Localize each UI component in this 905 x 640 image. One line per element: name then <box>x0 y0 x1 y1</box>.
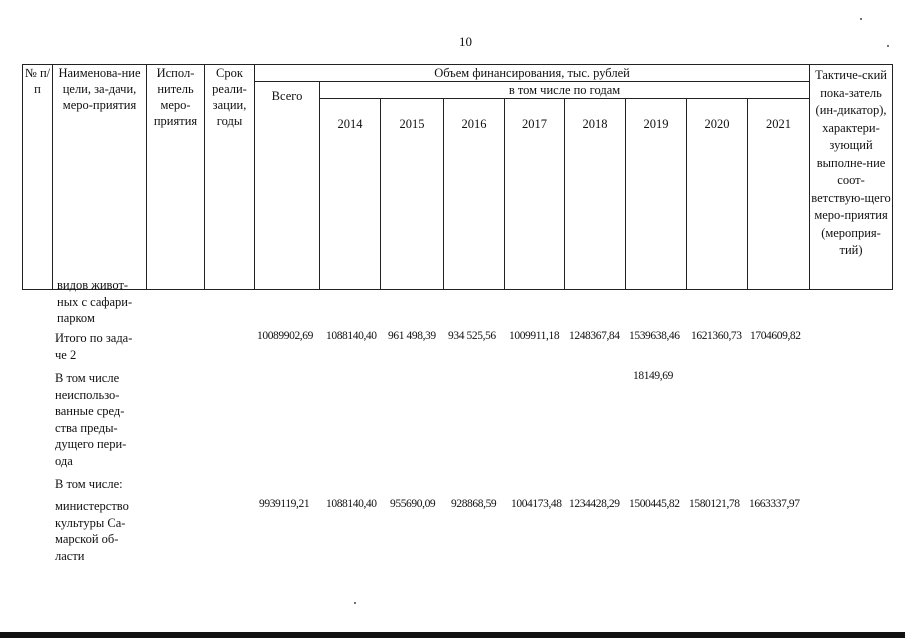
task-total-2014: 1088140,40 <box>326 330 377 342</box>
header-by-years: в том числе по годам <box>320 82 810 99</box>
task-total-2017: 1009911,18 <box>509 330 560 342</box>
header-num: № п/п <box>23 65 53 290</box>
ministry-2017: 1004173,48 <box>511 498 562 510</box>
ministry-2016: 928868,59 <box>451 498 497 510</box>
scan-speck <box>860 18 862 20</box>
header-term: Срок реали-зации, годы <box>205 65 255 290</box>
header-year-2021: 2021 <box>748 99 810 290</box>
scan-speck <box>354 602 356 604</box>
page-number: 10 <box>459 34 472 49</box>
task-total-2018: 1248367,84 <box>569 330 620 342</box>
unused-funds-label: В том числе неиспользо-ванные сред-ства преды-дущего пери-ода <box>55 371 127 468</box>
header-year-2016: 2016 <box>444 99 505 290</box>
header-year-2017: 2017 <box>505 99 565 290</box>
scan-bottom-edge <box>0 632 905 638</box>
header-year-2020: 2020 <box>687 99 748 290</box>
header-year-2014: 2014 <box>320 99 381 290</box>
header-year-2018: 2018 <box>565 99 626 290</box>
header-funding: Объем финансирования, тыс. рублей <box>255 65 810 82</box>
task-total-total: 10089902,69 <box>257 330 313 342</box>
continued-item-name: видов живот-ных с сафари-парком <box>57 278 133 325</box>
header-year-2015: 2015 <box>381 99 444 290</box>
header-year-2019: 2019 <box>626 99 687 290</box>
task-total-label: Итого по зада-че 2 <box>55 331 133 362</box>
ministry-label: министерство культуры Са-марской об-ласти <box>55 499 129 563</box>
including-label: В том числе: <box>55 477 123 491</box>
ministry-2020: 1580121,78 <box>689 498 740 510</box>
header-executor: Испол-нитель меро-приятия <box>147 65 205 290</box>
header-table <box>22 64 893 290</box>
ministry-2019: 1500445,82 <box>629 498 680 510</box>
ministry-total: 9939119,21 <box>259 498 310 510</box>
task-total-2019: 1539638,46 <box>629 330 680 342</box>
unused-funds-values <box>0 370 905 386</box>
task-total-values <box>0 330 905 346</box>
scan-speck <box>887 45 889 47</box>
ministry-values <box>0 498 905 514</box>
header-total: Всего <box>255 82 320 290</box>
ministry-2015: 955690,09 <box>390 498 436 510</box>
task-total-2016: 934 525,56 <box>448 330 496 342</box>
header-indicator: Тактиче-ский пока-затель (ин-дикатор), характери-зующий выполне-ние соот-ветствую-щего меро-приятия (мероприя-тий) <box>810 65 893 290</box>
ministry-2018: 1234428,29 <box>569 498 620 510</box>
header-name: Наименова-ние цели, за-дачи, меро-приятия <box>53 65 147 290</box>
ministry-2014: 1088140,40 <box>326 498 377 510</box>
ministry-2021: 1663337,97 <box>749 498 800 510</box>
unused-funds-2019: 18149,69 <box>633 370 673 382</box>
task-total-2021: 1704609,82 <box>750 330 801 342</box>
task-total-2015: 961 498,39 <box>388 330 436 342</box>
task-total-2020: 1621360,73 <box>691 330 742 342</box>
